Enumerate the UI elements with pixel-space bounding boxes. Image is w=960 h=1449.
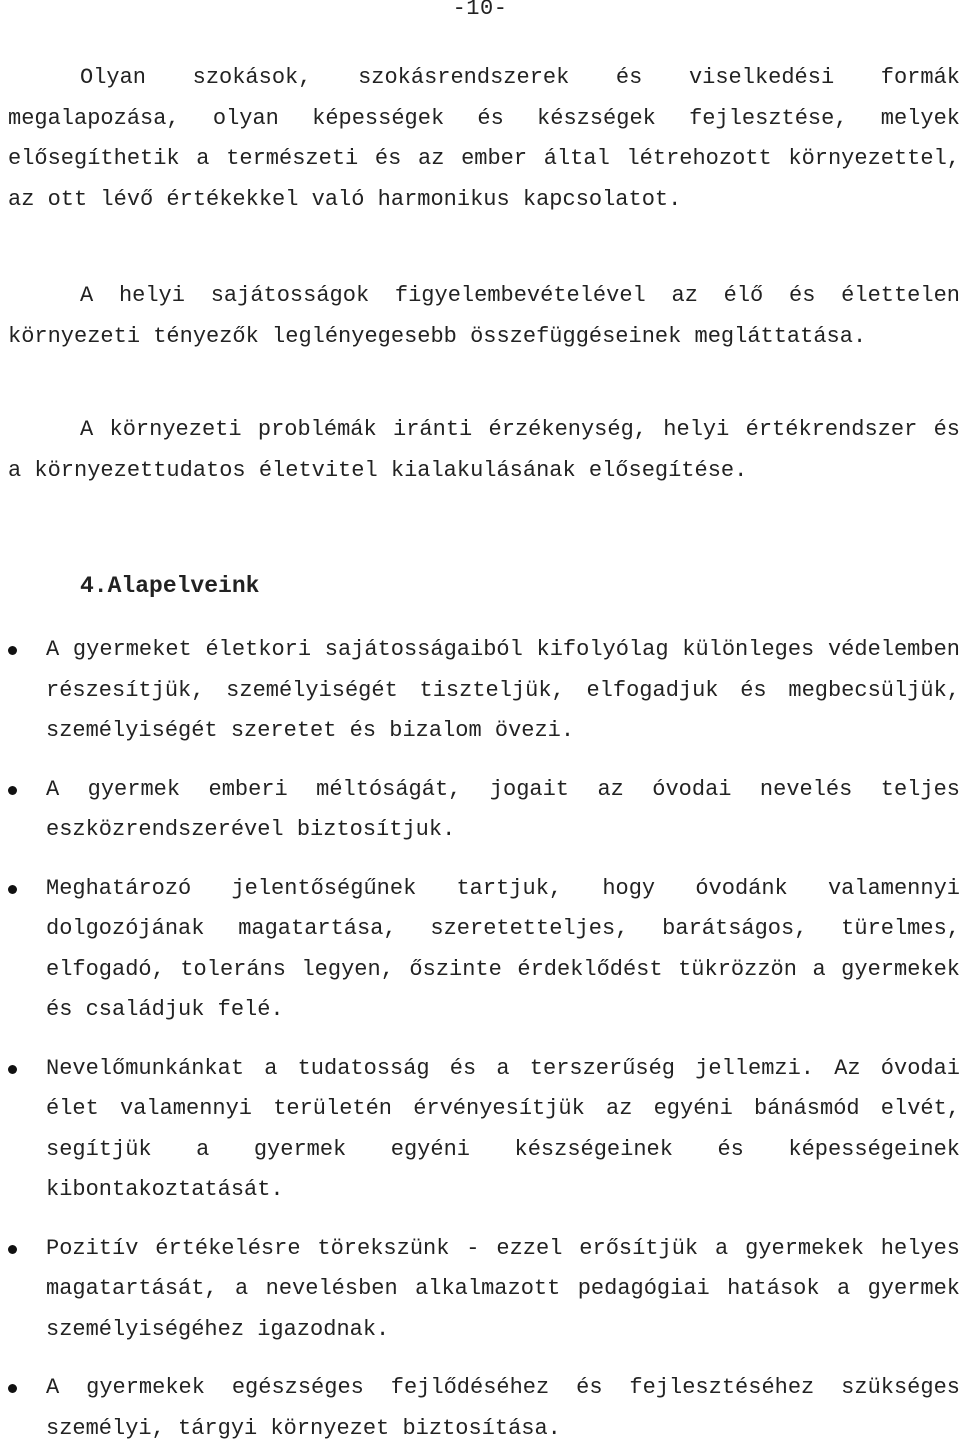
bullet-icon bbox=[8, 1245, 17, 1254]
intro-paragraph bbox=[8, 410, 960, 491]
intro-paragraph-text: A helyi sajátosságok figyelembevételével az élő és élettelen környezeti tényezők leglényegesebb összefüggéseinek megláttatása. bbox=[8, 283, 960, 349]
intro-paragraph bbox=[8, 58, 960, 220]
page-number: -10- bbox=[452, 0, 508, 21]
bullet-icon bbox=[8, 786, 17, 795]
bullet-icon bbox=[8, 885, 17, 894]
list-item bbox=[0, 770, 960, 851]
list-item-text: A gyermeket életkori sajátosságaiból kifolyólag különleges védelemben részesítjük, személyiségét tiszteljük, elfogadjuk és megbecsüljük, személyiségét szeretet és bizalom övezi. bbox=[46, 637, 960, 743]
list-item-text: A gyermek emberi méltóságát, jogait az óvodai nevelés teljes eszközrendszerével biztosítjuk. bbox=[46, 776, 960, 842]
list-item bbox=[0, 630, 960, 752]
intro-paragraph bbox=[8, 276, 960, 357]
list-item-text: Meghatározó jelentőségűnek tartjuk, hogy óvodánk valamennyi dolgozójának magatartása, szeretetteljes, barátságos, türelmes, elfogadó, toleráns legyen, őszinte érdeklődést tükrözzön a gyermekek és családjuk felé. bbox=[46, 875, 960, 1022]
bullet-icon bbox=[8, 1384, 17, 1393]
intro-paragraph-text: Olyan szokások, szokásrendszerek és viselkedési formák megalapozása, olyan képességek és készségek fejlesztése, melyek elősegíthetik a természeti és az ember által létrehozott környezettel, az ott lévő értékekkel való harmonikus kapcsolatot. bbox=[8, 65, 960, 212]
list-item bbox=[0, 1229, 960, 1351]
list-item bbox=[0, 1049, 960, 1211]
intro-paragraph-text: A környezeti problémák iránti érzékenység, helyi értékrendszer és a környezettudatos életvitel kialakulásának elősegítése. bbox=[8, 417, 960, 483]
list-item-text: Pozitív értékelésre törekszünk - ezzel erősítjük a gyermekek helyes magatartását, a nevelésben alkalmazott pedagógiai hatások a gyermek személyiségéhez igazodnak. bbox=[46, 1235, 960, 1342]
bullet-icon bbox=[8, 646, 17, 655]
list-item-text: A gyermekek egészséges fejlődéséhez és fejlesztéséhez szükséges személyi, tárgyi környezet biztosítása. bbox=[46, 1375, 960, 1441]
section-heading: 4.Alapelveink bbox=[80, 573, 260, 599]
list-item-text: Nevelőmunkánkat a tudatosság és a terszerűség jellemzi. Az óvodai élet valamennyi területén érvényesítjük az egyéni bánásmód elvét, segítjük a gyermek egyéni készségeinek és képességeinek kibontakoztatását. bbox=[46, 1055, 960, 1202]
list-item bbox=[0, 1368, 960, 1449]
principles-list bbox=[0, 630, 960, 1449]
bullet-icon bbox=[8, 1065, 17, 1074]
list-item bbox=[0, 869, 960, 1031]
